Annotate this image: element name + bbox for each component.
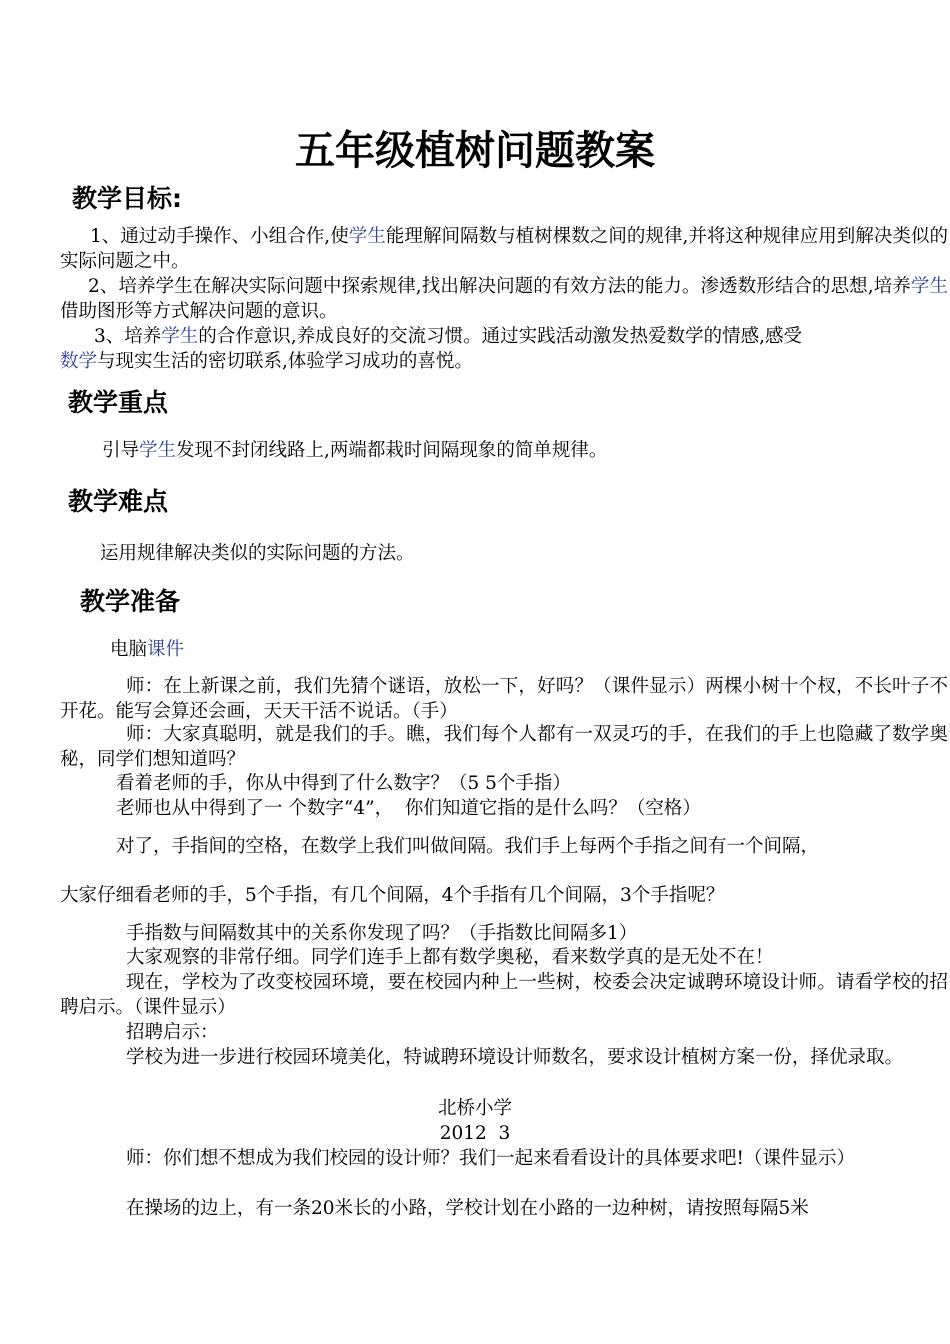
page-title: 五年级植树问题教案 — [295, 128, 655, 174]
body-para-10: 招聘启示： — [126, 1022, 219, 1043]
prep-link[interactable]: 课件 — [147, 639, 185, 660]
body-para-11: 学校为进一步进行校园环境美化，特诚聘环境设计师数名，要求设计植树方案一份，择优录取。 — [126, 1047, 904, 1068]
difficulty-text: 运用规律解决类似的实际问题的方法。 — [100, 543, 415, 564]
goals-heading: 教学目标: — [72, 184, 182, 213]
goal-2-text-a: 2、培养学生在解决实际问题中探索规律,找出解决问题的有效方法的能力。渗透数形结合的思想,培养 — [88, 276, 911, 297]
goal-4-text: 与现实生活的密切联系,体验学习成功的喜悦。 — [97, 351, 473, 372]
goal-item-4 — [60, 349, 948, 374]
goal-item-1 — [60, 224, 948, 274]
key-text-b: 发现不封闭线路上,两端都栽时间隔现象的简单规律。 — [176, 440, 608, 461]
goal-3-text-a: 3、培养 — [94, 326, 162, 347]
body-para-6: 大家仔细看老师的手，5个手指，有几个间隔，4个手指有几个间隔，3个手指呢？ — [60, 885, 725, 906]
key-text — [102, 438, 942, 463]
school-name: 北桥小学 — [437, 1098, 512, 1119]
body-para-4: 老师也从中得到了一 个数字“4”， 你们知道它指的是什么吗？（空格） — [116, 798, 701, 819]
difficulty-heading: 教学难点 — [68, 487, 169, 516]
goal-3-text-b: 的合作意识,养成良好的交流习惯。通过实践活动激发热爱数学的情感,感受 — [198, 326, 803, 347]
body-para-13: 在操场的边上，有一条20米长的小路，学校计划在小路的一边种树，请按照每隔5米 — [126, 1198, 809, 1219]
body-para-8: 大家观察的非常仔细。同学们连手上都有数学奥秘，看来数学真的是无处不在！ — [126, 947, 774, 968]
prep-text — [110, 637, 710, 662]
goal-1-text-b: 能理解间隔数与植树棵数之间的规律,并将这种规律应用到解决类似的实际问题之中。 — [60, 226, 948, 272]
goal-1-text-a: 1、通过动手操作、小组合作,使 — [90, 226, 349, 247]
key-link[interactable]: 学生 — [139, 440, 177, 461]
body-para-3: 看着老师的手，你从中得到了什么数字？（5 5个手指） — [116, 773, 571, 794]
goal-3-link[interactable]: 学生 — [161, 326, 199, 347]
body-para-7: 手指数与间隔数其中的关系你发现了吗？（手指数比间隔多1） — [126, 923, 638, 944]
key-heading: 教学重点 — [68, 388, 169, 417]
goal-1-link[interactable]: 学生 — [348, 226, 386, 247]
goal-4-link[interactable]: 数学 — [60, 351, 98, 372]
goal-2-link[interactable]: 学生 — [910, 276, 948, 297]
date-line: 2012 3 — [439, 1123, 511, 1144]
body-para-9: 现在，学校为了改变校园环境，要在校园内种上一些树，校委会决定诚聘环境设计师。请看学校的招聘启示。（课件显示） — [60, 972, 948, 1018]
goal-item-2 — [60, 274, 948, 324]
goal-item-3 — [60, 324, 948, 349]
goal-2-text-b: 借助图形等方式解决问题的意识。 — [60, 301, 338, 322]
body-para-5: 对了，手指间的空格，在数学上我们叫做间隔。我们手上每两个手指之间有一个间隔， — [116, 836, 820, 857]
body-para-12: 师：你们想不想成为我们校园的设计师？我们一起来看看设计的具体要求吧!（课件显示） — [126, 1148, 855, 1169]
prep-heading: 教学准备 — [80, 587, 181, 616]
body-para-1: 师：在上新课之前，我们先猜个谜语，放松一下，好吗？（课件显示）两棵小树十个杈，不长叶子不开花。能写会算还会画，天天干活不说话。（手） — [60, 676, 948, 722]
key-text-a: 引导 — [102, 440, 140, 461]
body-para-2: 师：大家真聪明，就是我们的手。瞧，我们每个人都有一双灵巧的手，在我们的手上也隐藏了数学奥秘，同学们想知道吗？ — [60, 724, 948, 770]
prep-text-a: 电脑 — [110, 639, 148, 660]
